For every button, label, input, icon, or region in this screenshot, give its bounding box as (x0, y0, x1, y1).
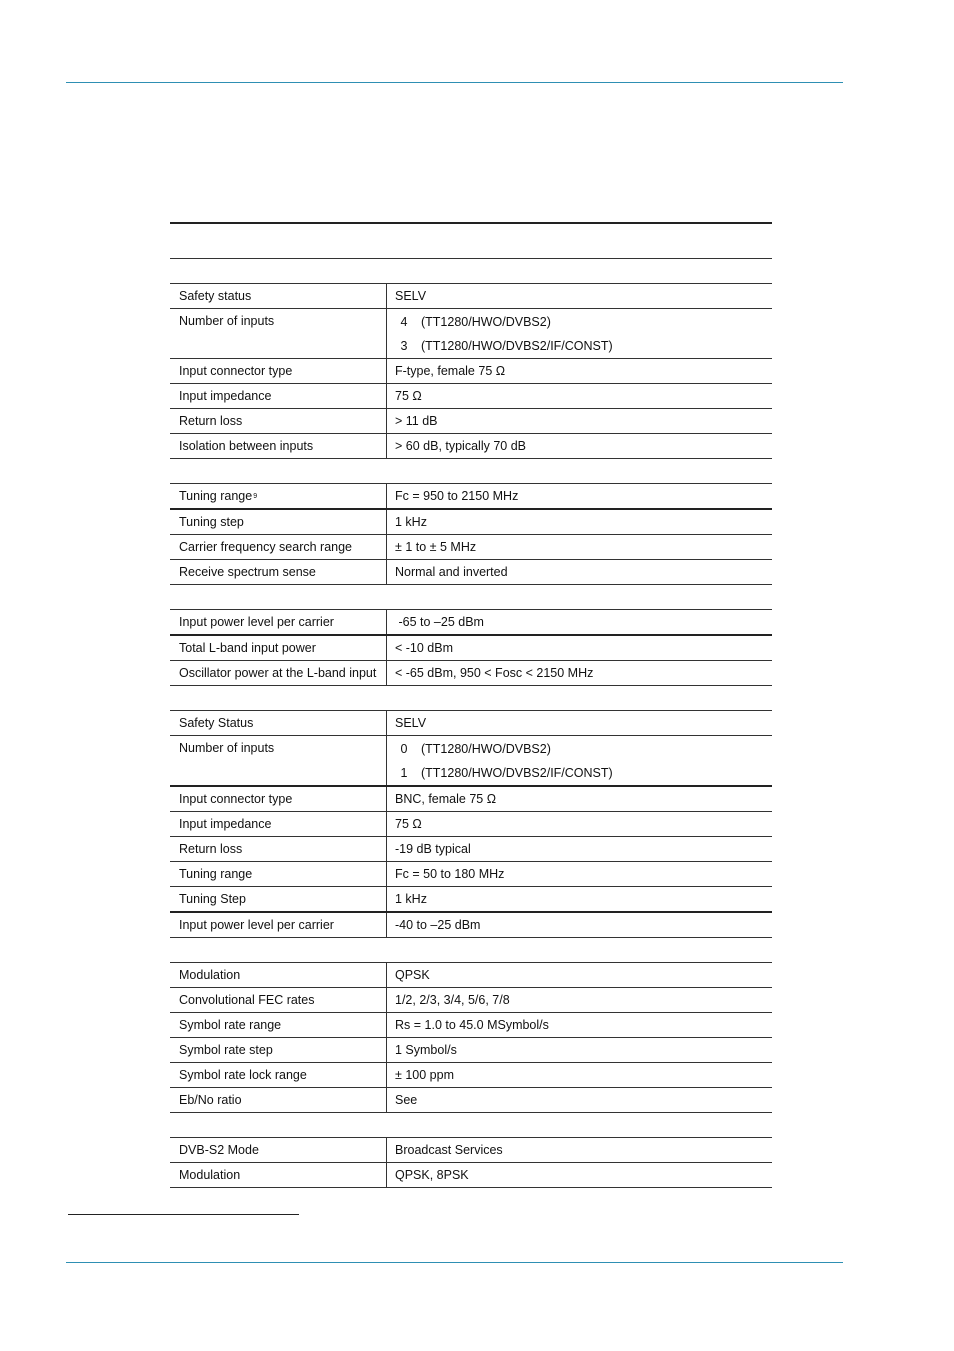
row-label: Input connector type (179, 364, 293, 378)
table-row (170, 1013, 772, 1038)
row-value: See (386, 1088, 772, 1112)
row-value: BNC, female 75 Ω (386, 787, 772, 811)
row-value: F-type, female 75 Ω (386, 359, 772, 383)
row-value: Normal and inverted (386, 560, 772, 584)
row-label: Modulation (179, 968, 241, 982)
table-row (170, 409, 772, 434)
table-row (170, 1138, 772, 1163)
row-label: Return loss (179, 842, 243, 856)
row-label: Eb/No ratio (179, 1093, 242, 1107)
header-rule (66, 82, 843, 83)
row-value: ± 100 ppm (386, 1063, 772, 1087)
table-row (170, 560, 772, 585)
row-value: -40 to –25 dBm (386, 913, 772, 937)
table-row (170, 636, 772, 661)
row-label: Number of inputs (179, 314, 275, 328)
table-row (170, 1038, 772, 1063)
row-value: -19 dB typical (386, 837, 772, 861)
row-label: Safety status (179, 289, 252, 303)
row-label: Oscillator power at the L-band input (179, 666, 377, 680)
row-label: Total L-band input power (179, 641, 316, 655)
row-label: Isolation between inputs (179, 439, 314, 453)
row-value: ± 1 to ± 5 MHz (386, 535, 772, 559)
option-line: 3 (TT1280/HWO/DVBS2/IF/CONST) (400, 338, 613, 353)
table-row (170, 535, 772, 560)
table-header-row (170, 222, 772, 259)
row-label: Safety Status (179, 716, 254, 730)
row-label: Tuning range 9 (179, 489, 258, 503)
row-label: Input power level per carrier (179, 918, 334, 932)
row-label: Carrier frequency search range (179, 540, 352, 554)
row-label: Receive spectrum sense (179, 565, 316, 579)
row-label: Input connector type (179, 792, 293, 806)
section-header-row (170, 686, 772, 711)
row-label: Modulation (179, 1168, 241, 1182)
row-value: 1 Symbol/s (386, 1038, 772, 1062)
row-value: SELV (386, 711, 772, 735)
row-value: < -65 dBm, 950 < Fosc < 2150 MHz (386, 661, 772, 685)
table-row (170, 787, 772, 812)
option-line: 4 (TT1280/HWO/DVBS2) (400, 314, 551, 329)
table-row (170, 661, 772, 686)
section-header-row (170, 259, 772, 284)
row-label: Convolutional FEC rates (179, 993, 315, 1007)
row-value: 75 Ω (386, 384, 772, 408)
row-value: Broadcast Services (386, 1138, 772, 1162)
table-row (170, 837, 772, 862)
row-label: DVB-S2 Mode (179, 1143, 259, 1157)
row-value: -65 to –25 dBm (386, 610, 772, 634)
row-label: Number of inputs (179, 741, 275, 755)
row-label: Input impedance (179, 817, 272, 831)
row-value: 1 kHz (386, 887, 772, 911)
footnote-separator (68, 1214, 299, 1215)
table-row (170, 510, 772, 535)
row-value (386, 736, 772, 785)
section-header-row (170, 459, 772, 484)
table-row (170, 1163, 772, 1188)
section-header-row (170, 1113, 772, 1138)
option-line: 0 (TT1280/HWO/DVBS2) (400, 741, 551, 756)
table-row (170, 434, 772, 459)
row-label: Tuning range (179, 867, 253, 881)
row-value: SELV (386, 284, 772, 308)
row-value: Fc = 950 to 2150 MHz (386, 484, 772, 508)
row-value: QPSK (386, 963, 772, 987)
row-value: Rs = 1.0 to 45.0 MSymbol/s (386, 1013, 772, 1037)
table-row (170, 484, 772, 510)
table-row (170, 988, 772, 1013)
footer-rule (66, 1262, 843, 1263)
section-header-row (170, 938, 772, 963)
row-label: Input impedance (179, 389, 272, 403)
row-value: > 11 dB (386, 409, 772, 433)
table-row (170, 736, 772, 787)
table-row (170, 862, 772, 887)
row-label: Return loss (179, 414, 243, 428)
row-value: > 60 dB, typically 70 dB (386, 434, 772, 458)
section-header-row (170, 585, 772, 610)
table-row (170, 711, 772, 736)
row-label: Tuning step (179, 515, 244, 529)
footnote-marker: 9 (253, 492, 258, 500)
table-row (170, 359, 772, 384)
table-row (170, 887, 772, 913)
row-value: < -10 dBm (386, 636, 772, 660)
table-row (170, 812, 772, 837)
table-row (170, 963, 772, 988)
table-row (170, 913, 772, 938)
row-value: Fc = 50 to 180 MHz (386, 862, 772, 886)
option-line: 1 (TT1280/HWO/DVBS2/IF/CONST) (400, 765, 613, 780)
row-label: Symbol rate step (179, 1043, 273, 1057)
row-label: Symbol rate range (179, 1018, 282, 1032)
row-label: Symbol rate lock range (179, 1068, 307, 1082)
specification-table (170, 222, 772, 1188)
row-value (386, 309, 772, 358)
row-value: 1/2, 2/3, 3/4, 5/6, 7/8 (386, 988, 772, 1012)
table-row (170, 1063, 772, 1088)
row-label: Tuning Step (179, 892, 246, 906)
row-value: QPSK, 8PSK (386, 1163, 772, 1187)
table-row (170, 384, 772, 409)
table-row (170, 610, 772, 636)
row-label: Input power level per carrier (179, 615, 334, 629)
table-row (170, 309, 772, 359)
row-value: 75 Ω (386, 812, 772, 836)
table-row (170, 1088, 772, 1113)
row-value: 1 kHz (386, 510, 772, 534)
table-row (170, 284, 772, 309)
